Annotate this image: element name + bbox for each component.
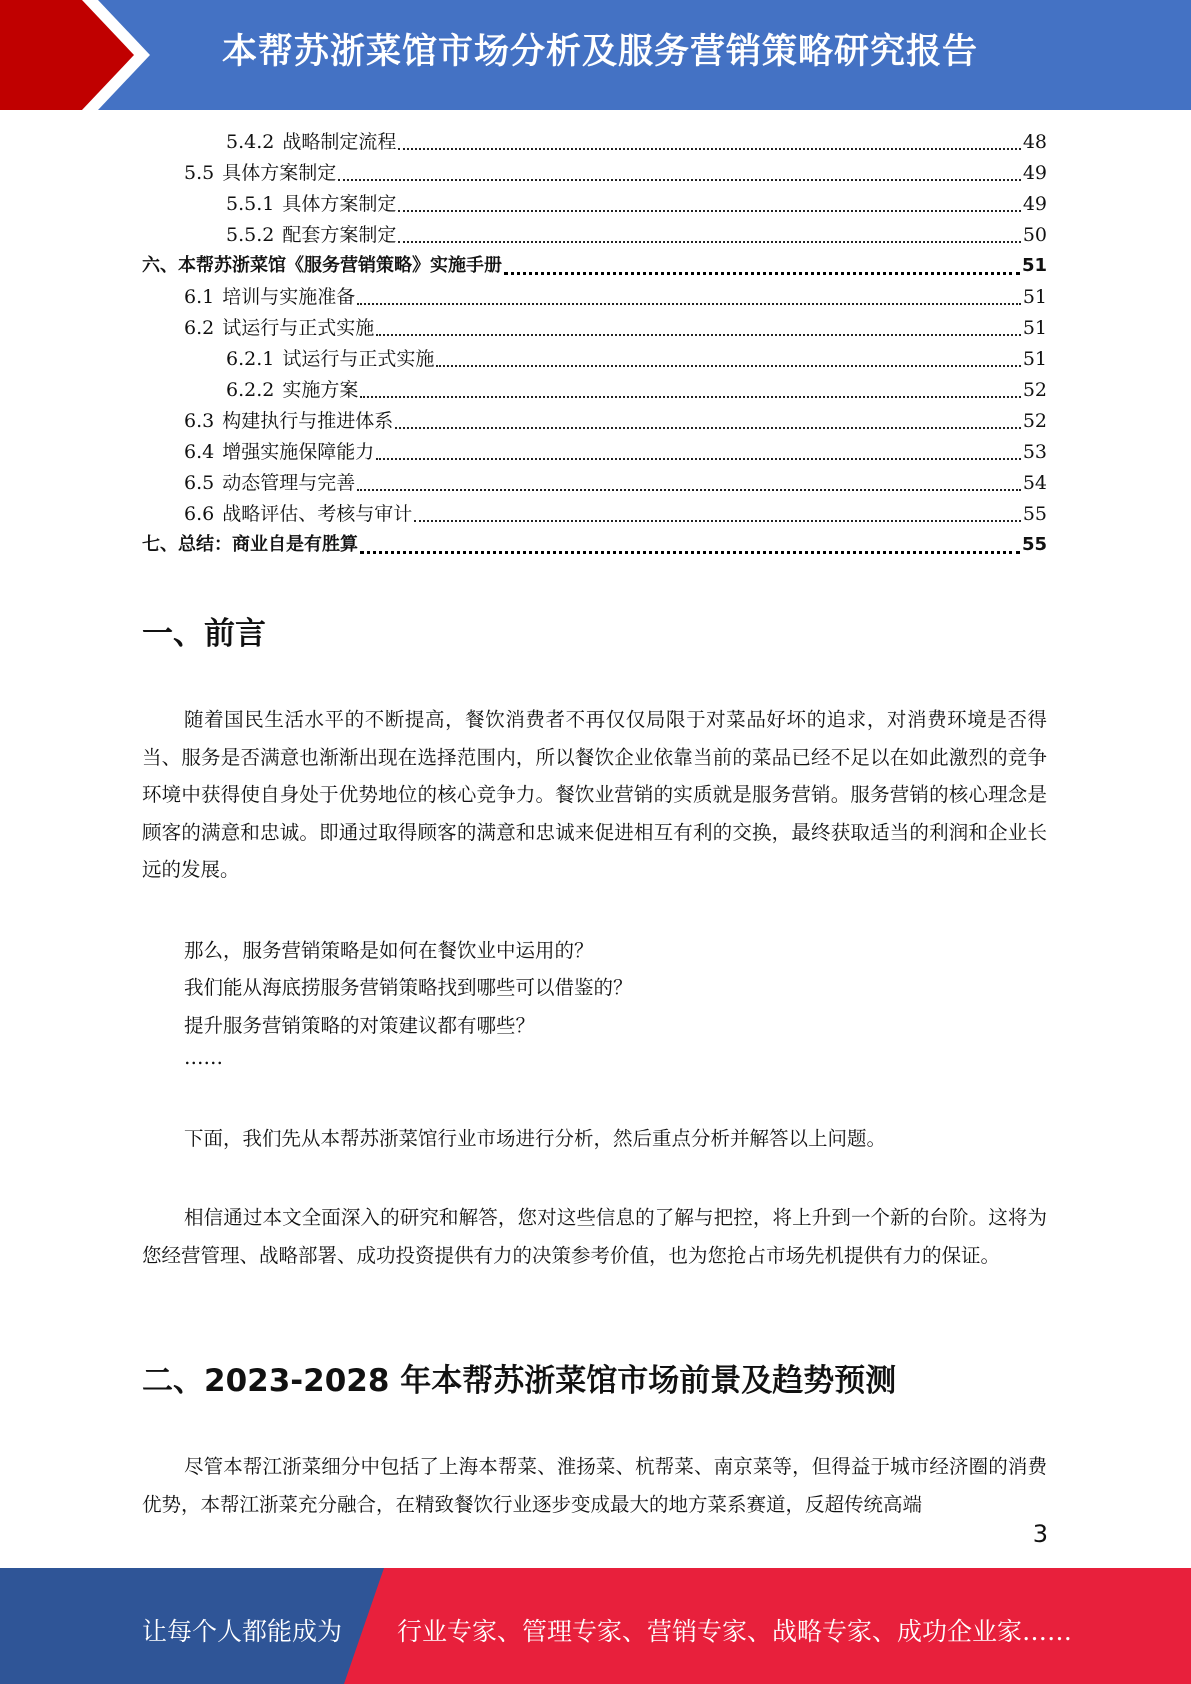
toc-dot-leader [436, 364, 1020, 367]
toc-entry-title: 培训与实施准备 [222, 286, 356, 308]
toc-entry-title: 战略评估、考核与审计 [222, 503, 413, 525]
toc-entry-page: 49 [1022, 193, 1047, 215]
toc-entry-title: 七、总结：商业自是有胜算 [142, 534, 358, 555]
toc-entry-number: 6.2.1 [226, 348, 275, 370]
toc-entry-number: 6.4 [184, 441, 215, 463]
toc-entry-page: 50 [1022, 224, 1047, 246]
section-heading-preface: 一、前言 [142, 616, 266, 652]
toc-dot-leader [360, 550, 1020, 554]
toc-entry-title: 试运行与正式实施 [282, 348, 435, 370]
toc-entry-number: 6.2.2 [226, 379, 275, 401]
toc-entry-title: 具体方案制定 [282, 193, 397, 215]
toc-entry[interactable] [142, 375, 1047, 406]
toc-entry-title: 配套方案制定 [282, 224, 397, 246]
header-banner [0, 0, 1191, 110]
toc-dot-leader [360, 395, 1020, 398]
toc-entry[interactable] [142, 344, 1047, 375]
toc-dot-leader [376, 457, 1021, 460]
toc-entry-title: 实施方案 [282, 379, 359, 401]
toc-entry-title: 增强实施保障能力 [222, 441, 375, 463]
preface-paragraph-2: 下面，我们先从本帮苏浙菜馆行业市场进行分析，然后重点分析并解答以上问题。 [184, 1127, 887, 1150]
toc-entry-page: 48 [1022, 131, 1047, 153]
toc-entry-page: 49 [1022, 162, 1047, 184]
toc-entry[interactable] [142, 189, 1047, 220]
toc-entry-title: 动态管理与完善 [222, 472, 356, 494]
footer-banner [0, 1568, 1191, 1684]
toc-dot-leader [414, 519, 1021, 522]
toc-entry-number: 5.5.1 [226, 193, 275, 215]
footer-slogan-left: 让每个人都能成为 [142, 1617, 343, 1646]
toc-entry-page: 51 [1022, 348, 1047, 370]
toc-entry-page: 53 [1022, 441, 1047, 463]
toc-entry[interactable] [142, 127, 1047, 158]
toc-entry-page: 54 [1022, 472, 1047, 494]
table-of-contents [142, 127, 1047, 561]
toc-entry[interactable] [142, 220, 1047, 251]
toc-entry-title: 具体方案制定 [222, 162, 337, 184]
toc-dot-leader [357, 488, 1021, 491]
toc-entry[interactable] [142, 530, 1047, 561]
toc-entry-page: 52 [1022, 410, 1047, 432]
page-number: 3 [1032, 1520, 1048, 1548]
report-title: 本帮苏浙菜馆市场分析及服务营销策略研究报告 [222, 32, 979, 72]
toc-entry[interactable] [142, 313, 1047, 344]
toc-dot-leader [357, 302, 1021, 305]
footer-slogan-right: 行业专家、管理专家、营销专家、战略专家、成功企业家…… [397, 1617, 1073, 1646]
toc-entry-number: 5.5.2 [226, 224, 275, 246]
toc-entry-page: 51 [1021, 255, 1047, 276]
toc-entry-title: 战略制定流程 [282, 131, 397, 153]
question-line-2: 我们能从海底捞服务营销策略找到哪些可以借鉴的？ [184, 976, 633, 999]
toc-entry[interactable] [142, 282, 1047, 313]
toc-dot-leader [398, 209, 1020, 212]
toc-dot-leader [504, 271, 1020, 275]
toc-dot-leader [398, 240, 1020, 243]
toc-dot-leader [395, 426, 1021, 429]
question-line-1: 那么，服务营销策略是如何在餐饮业中运用的？ [184, 939, 594, 962]
toc-dot-leader [398, 147, 1020, 150]
question-ellipsis: …… [184, 1046, 223, 1069]
toc-entry[interactable] [142, 251, 1047, 282]
section-heading-forecast: 二、2023-2028 年本帮苏浙菜馆市场前景及趋势预测 [142, 1363, 897, 1399]
toc-entry-number: 6.5 [184, 472, 215, 494]
toc-entry-number: 5.5 [184, 162, 215, 184]
toc-entry-page: 51 [1022, 286, 1047, 308]
toc-entry-number: 6.1 [184, 286, 215, 308]
toc-entry-number: 6.2 [184, 317, 215, 339]
toc-entry-number: 6.3 [184, 410, 215, 432]
toc-entry[interactable] [142, 437, 1047, 468]
toc-entry-number: 5.4.2 [226, 131, 275, 153]
red-chevron-decoration [0, 0, 160, 110]
preface-paragraph-3: 相信通过本文全面深入的研究和解答，您对这些信息的了解与把控，将上升到一个新的台阶。这将为您经营管理、战略部署、成功投资提供有力的决策参考价值，也为您抢占市场先机提供有力的保证。 [142, 1206, 1047, 1267]
toc-entry[interactable] [142, 406, 1047, 437]
toc-entry[interactable] [142, 499, 1047, 530]
toc-dot-leader [338, 178, 1021, 181]
toc-entry-page: 55 [1021, 534, 1047, 555]
toc-dot-leader [376, 333, 1021, 336]
toc-entry-title: 试运行与正式实施 [222, 317, 375, 339]
toc-entry[interactable] [142, 158, 1047, 189]
toc-entry-number: 6.6 [184, 503, 215, 525]
question-line-3: 提升服务营销策略的对策建议都有哪些？ [184, 1014, 536, 1037]
toc-entry-page: 55 [1022, 503, 1047, 525]
toc-entry-title: 六、本帮苏浙菜馆《服务营销策略》实施手册 [142, 255, 502, 276]
toc-entry-page: 51 [1022, 317, 1047, 339]
preface-paragraph-1: 随着国民生活水平的不断提高，餐饮消费者不再仅仅局限于对菜品好坏的追求，对消费环境是否得当、服务是否满意也渐渐出现在选择范围内，所以餐饮企业依靠当前的菜品已经不足以在如此激烈的竞争环境中获得使自身处于优势地位的核心竞争力。餐饮业营销的实质就是服务营销。服务营销的核心理念是顾客的满意和忠诚。即通过取得顾客的满意和忠诚来促进相互有利的交换，最终获取适当的利润和企业长远的发展。 [142, 708, 1047, 881]
forecast-paragraph-1: 尽管本帮江浙菜细分中包括了上海本帮菜、淮扬菜、杭帮菜、南京菜等，但得益于城市经济圈的消费优势，本帮江浙菜充分融合，在精致餐饮行业逐步变成最大的地方菜系赛道，反超传统高端 [142, 1455, 1047, 1516]
toc-entry-page: 52 [1022, 379, 1047, 401]
toc-entry[interactable] [142, 468, 1047, 499]
toc-entry-title: 构建执行与推进体系 [222, 410, 394, 432]
